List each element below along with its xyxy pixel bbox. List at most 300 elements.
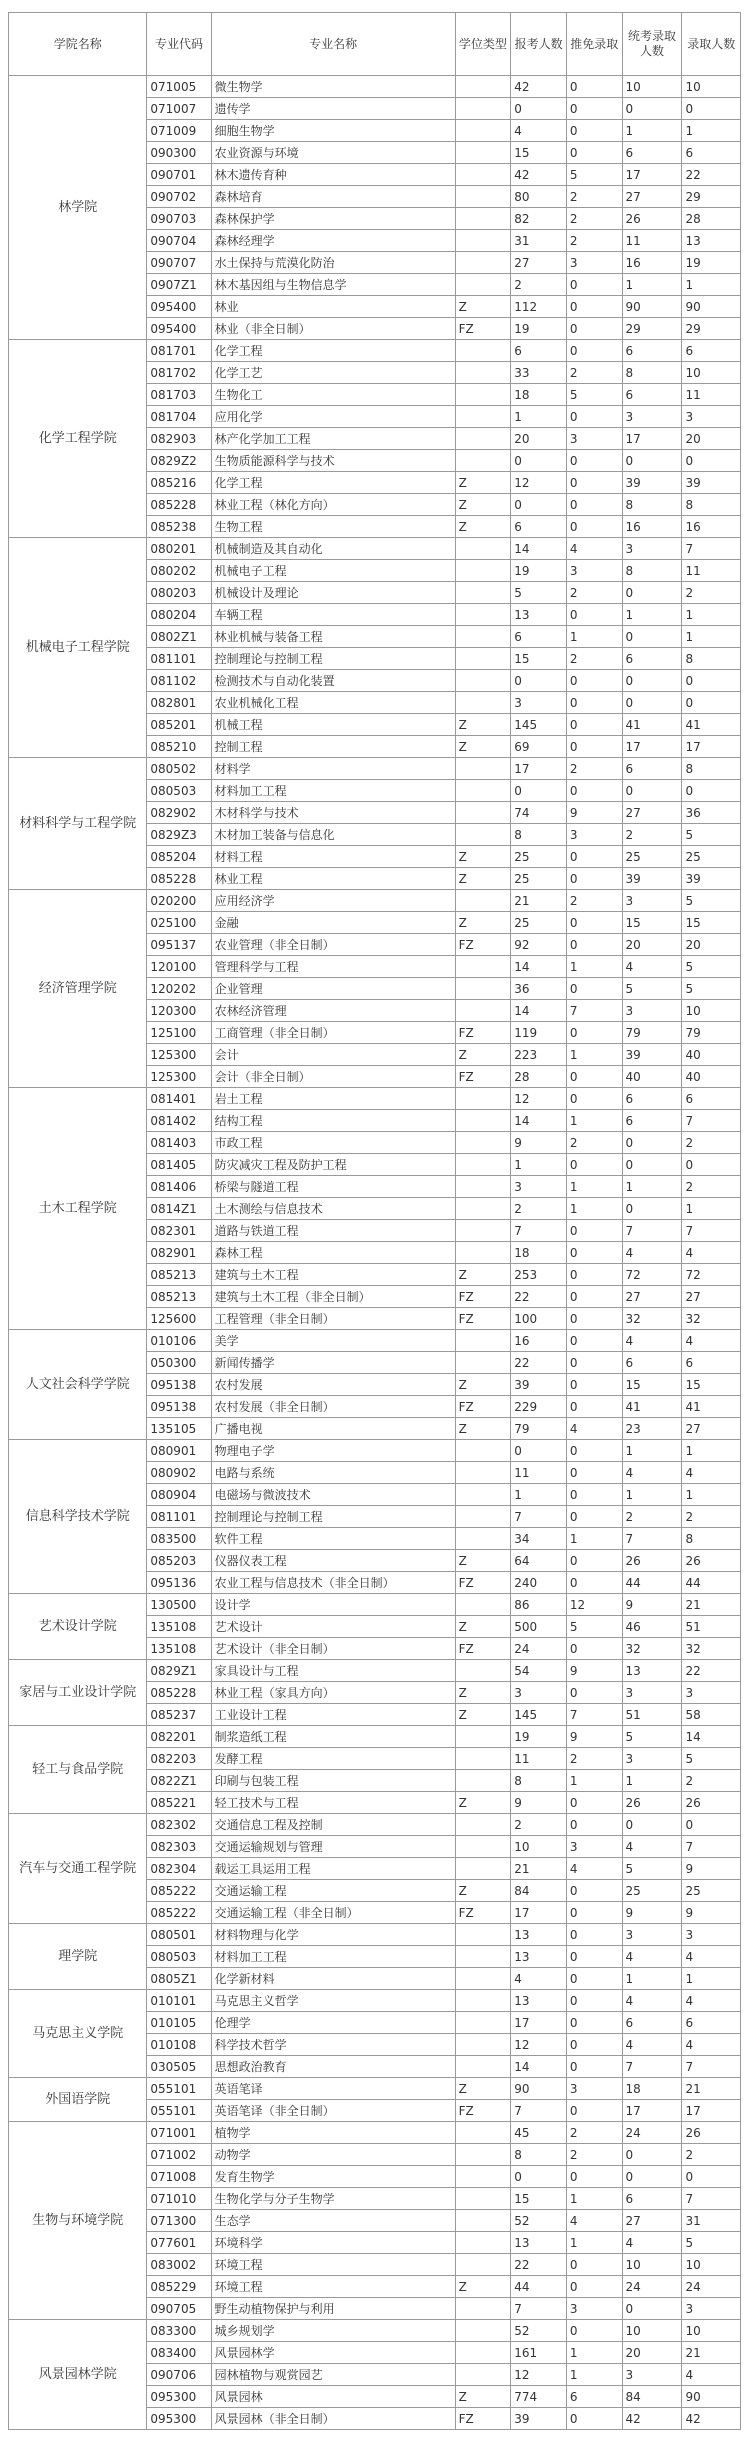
applicants: 0 [511, 2166, 567, 2188]
exam-admitted: 11 [622, 230, 682, 252]
college-name: 轻工与食品学院 [9, 1726, 147, 1814]
applicants: 74 [511, 802, 567, 824]
major-name: 动物学 [211, 2144, 455, 2166]
applicants: 90 [511, 2078, 567, 2100]
exam-admitted: 10 [622, 2320, 682, 2342]
admitted: 7 [682, 1220, 741, 1242]
exam-admitted: 0 [622, 1154, 682, 1176]
applicants: 6 [511, 516, 567, 538]
major-code: 085237 [147, 1704, 211, 1726]
admitted: 3 [682, 1682, 741, 1704]
recommended: 2 [566, 758, 622, 780]
major-code: 071009 [147, 120, 211, 142]
exam-admitted: 9 [622, 1594, 682, 1616]
recommended: 7 [566, 1704, 622, 1726]
degree-type: Z [455, 516, 511, 538]
applicants: 0 [511, 780, 567, 802]
recommended: 0 [566, 1022, 622, 1044]
major-code: 130500 [147, 1594, 211, 1616]
degree-type [455, 208, 511, 230]
exam-admitted: 5 [622, 1726, 682, 1748]
major-name: 林木基因组与生物信息学 [211, 274, 455, 296]
exam-admitted: 72 [622, 1264, 682, 1286]
recommended: 5 [566, 384, 622, 406]
exam-admitted: 6 [622, 384, 682, 406]
admitted: 25 [682, 846, 741, 868]
exam-admitted: 1 [622, 1440, 682, 1462]
applicants: 14 [511, 956, 567, 978]
applicants: 45 [511, 2122, 567, 2144]
major-code: 085204 [147, 846, 211, 868]
recommended: 0 [566, 1880, 622, 1902]
applicants: 17 [511, 758, 567, 780]
major-name: 机械设计及理论 [211, 582, 455, 604]
major-name: 家具设计与工程 [211, 1660, 455, 1682]
major-name: 艺术设计 [211, 1616, 455, 1638]
applicants: 14 [511, 1110, 567, 1132]
applicants: 0 [511, 450, 567, 472]
applicants: 3 [511, 1682, 567, 1704]
admitted: 4 [682, 1242, 741, 1264]
major-code: 082303 [147, 1836, 211, 1858]
recommended: 0 [566, 780, 622, 802]
degree-type [455, 2012, 511, 2034]
recommended: 0 [566, 2100, 622, 2122]
major-name: 印刷与包装工程 [211, 1770, 455, 1792]
table-row [9, 758, 741, 780]
exam-admitted: 3 [622, 2364, 682, 2386]
exam-admitted: 41 [622, 714, 682, 736]
admitted: 0 [682, 780, 741, 802]
exam-admitted: 4 [622, 1836, 682, 1858]
recommended: 1 [566, 626, 622, 648]
major-code: 071010 [147, 2188, 211, 2210]
major-code: 080204 [147, 604, 211, 626]
applicants: 18 [511, 1242, 567, 1264]
applicants: 774 [511, 2386, 567, 2408]
admitted: 7 [682, 538, 741, 560]
major-code: 025100 [147, 912, 211, 934]
major-name: 应用经济学 [211, 890, 455, 912]
admitted: 7 [682, 2188, 741, 2210]
applicants: 1 [511, 1154, 567, 1176]
major-code: 0822Z1 [147, 1770, 211, 1792]
major-name: 电磁场与微波技术 [211, 1484, 455, 1506]
major-code: 085210 [147, 736, 211, 758]
recommended: 1 [566, 1198, 622, 1220]
major-name: 制浆造纸工程 [211, 1726, 455, 1748]
table-row [9, 1660, 741, 1682]
recommended: 0 [566, 516, 622, 538]
degree-type: Z [455, 494, 511, 516]
recommended: 3 [566, 560, 622, 582]
degree-type [455, 1858, 511, 1880]
degree-type [455, 1924, 511, 1946]
admitted: 21 [682, 2078, 741, 2100]
exam-admitted: 6 [622, 1352, 682, 1374]
recommended: 0 [566, 2012, 622, 2034]
exam-admitted: 26 [622, 1792, 682, 1814]
recommended: 1 [566, 2342, 622, 2364]
major-name: 野生动植物保护与利用 [211, 2298, 455, 2320]
admitted: 90 [682, 2386, 741, 2408]
recommended: 2 [566, 208, 622, 230]
degree-type [455, 164, 511, 186]
recommended: 4 [566, 1858, 622, 1880]
major-name: 木材加工装备与信息化 [211, 824, 455, 846]
recommended: 0 [566, 98, 622, 120]
admitted: 40 [682, 1066, 741, 1088]
degree-type [455, 1154, 511, 1176]
degree-type [455, 274, 511, 296]
major-code: 0814Z1 [147, 1198, 211, 1220]
recommended: 1 [566, 1176, 622, 1198]
applicants: 19 [511, 560, 567, 582]
applicants: 13 [511, 1946, 567, 1968]
recommended: 1 [566, 1110, 622, 1132]
applicants: 7 [511, 2100, 567, 2122]
degree-type [455, 1440, 511, 1462]
recommended: 0 [566, 670, 622, 692]
major-name: 林业 [211, 296, 455, 318]
exam-admitted: 6 [622, 2012, 682, 2034]
applicants: 84 [511, 1880, 567, 1902]
major-name: 车辆工程 [211, 604, 455, 626]
college-name: 风景园林学院 [9, 2320, 147, 2430]
major-name: 交通信息工程及控制 [211, 1814, 455, 1836]
degree-type [455, 1220, 511, 1242]
admitted: 26 [682, 2122, 741, 2144]
admitted: 6 [682, 1088, 741, 1110]
exam-admitted: 17 [622, 2100, 682, 2122]
exam-admitted: 1 [622, 1968, 682, 1990]
exam-admitted: 16 [622, 252, 682, 274]
exam-admitted: 27 [622, 802, 682, 824]
admitted: 26 [682, 1550, 741, 1572]
degree-type [455, 648, 511, 670]
recommended: 0 [566, 1088, 622, 1110]
major-name: 马克思主义哲学 [211, 1990, 455, 2012]
admitted: 3 [682, 406, 741, 428]
recommended: 0 [566, 1638, 622, 1660]
major-code: 081402 [147, 1110, 211, 1132]
major-name: 植物学 [211, 2122, 455, 2144]
table-row [9, 2122, 741, 2144]
major-name: 建筑与土木工程（非全日制） [211, 1286, 455, 1308]
degree-type [455, 538, 511, 560]
major-code: 095400 [147, 318, 211, 340]
admitted: 4 [682, 2034, 741, 2056]
major-code: 010108 [147, 2034, 211, 2056]
exam-admitted: 6 [622, 1088, 682, 1110]
degree-type: FZ [455, 1308, 511, 1330]
degree-type: Z [455, 846, 511, 868]
major-name: 检测技术与自动化装置 [211, 670, 455, 692]
exam-admitted: 15 [622, 1374, 682, 1396]
major-name: 控制理论与控制工程 [211, 648, 455, 670]
applicants: 13 [511, 604, 567, 626]
degree-type [455, 1770, 511, 1792]
major-code: 080904 [147, 1484, 211, 1506]
degree-type [455, 1748, 511, 1770]
applicants: 0 [511, 494, 567, 516]
degree-type [455, 2034, 511, 2056]
applicants: 28 [511, 1066, 567, 1088]
exam-admitted: 0 [622, 1814, 682, 1836]
recommended: 9 [566, 1660, 622, 1682]
degree-type [455, 76, 511, 98]
applicants: 15 [511, 2188, 567, 2210]
table-row [9, 538, 741, 560]
recommended: 0 [566, 692, 622, 714]
applicants: 161 [511, 2342, 567, 2364]
admitted: 9 [682, 1902, 741, 1924]
college-name: 机械电子工程学院 [9, 538, 147, 758]
major-name: 道路与铁道工程 [211, 1220, 455, 1242]
admitted: 22 [682, 164, 741, 186]
degree-type [455, 98, 511, 120]
major-name: 生态学 [211, 2210, 455, 2232]
major-code: 080202 [147, 560, 211, 582]
degree-type [455, 428, 511, 450]
recommended: 0 [566, 1066, 622, 1088]
degree-type: FZ [455, 1638, 511, 1660]
major-code: 095137 [147, 934, 211, 956]
admitted: 7 [682, 1836, 741, 1858]
major-code: 077601 [147, 2232, 211, 2254]
exam-admitted: 16 [622, 516, 682, 538]
major-code: 125300 [147, 1044, 211, 1066]
major-name: 工程管理（非全日制） [211, 1308, 455, 1330]
table-row [9, 1726, 741, 1748]
major-name: 林业工程 [211, 868, 455, 890]
recommended: 2 [566, 1132, 622, 1154]
exam-admitted: 79 [622, 1022, 682, 1044]
recommended: 3 [566, 2078, 622, 2100]
recommended: 0 [566, 1308, 622, 1330]
major-name: 材料工程 [211, 846, 455, 868]
major-name: 生物工程 [211, 516, 455, 538]
admitted: 10 [682, 76, 741, 98]
header-row [9, 13, 741, 76]
degree-type [455, 1088, 511, 1110]
major-code: 135108 [147, 1616, 211, 1638]
recommended: 2 [566, 362, 622, 384]
major-code: 020200 [147, 890, 211, 912]
degree-type [455, 1968, 511, 1990]
major-name: 会计 [211, 1044, 455, 1066]
admitted: 58 [682, 1704, 741, 1726]
major-code: 055101 [147, 2078, 211, 2100]
admitted: 1 [682, 1484, 741, 1506]
major-name: 化学工程 [211, 340, 455, 362]
degree-type [455, 1242, 511, 1264]
degree-type: Z [455, 912, 511, 934]
degree-type [455, 2342, 511, 2364]
recommended: 0 [566, 76, 622, 98]
admitted: 4 [682, 2364, 741, 2386]
major-name: 机械电子工程 [211, 560, 455, 582]
recommended: 0 [566, 296, 622, 318]
recommended: 0 [566, 2320, 622, 2342]
college-name: 经济管理学院 [9, 890, 147, 1088]
major-code: 083002 [147, 2254, 211, 2276]
recommended: 7 [566, 1000, 622, 1022]
major-code: 081101 [147, 648, 211, 670]
applicants: 86 [511, 1594, 567, 1616]
header-degree-type: 学位类型 [455, 13, 511, 76]
recommended: 2 [566, 890, 622, 912]
recommended: 4 [566, 538, 622, 560]
applicants: 22 [511, 1352, 567, 1374]
recommended: 1 [566, 1044, 622, 1066]
recommended: 0 [566, 450, 622, 472]
admitted: 17 [682, 736, 741, 758]
table-row [9, 1924, 741, 1946]
table-row [9, 2320, 741, 2342]
admitted: 21 [682, 2342, 741, 2364]
applicants: 2 [511, 1814, 567, 1836]
major-code: 095300 [147, 2408, 211, 2430]
applicants: 34 [511, 1528, 567, 1550]
major-code: 082301 [147, 1220, 211, 1242]
degree-type: Z [455, 1044, 511, 1066]
degree-type [455, 406, 511, 428]
applicants: 79 [511, 1418, 567, 1440]
recommended: 2 [566, 1748, 622, 1770]
applicants: 25 [511, 868, 567, 890]
exam-admitted: 3 [622, 890, 682, 912]
applicants: 112 [511, 296, 567, 318]
table-row [9, 890, 741, 912]
major-code: 082302 [147, 1814, 211, 1836]
major-name: 森林培育 [211, 186, 455, 208]
admitted: 21 [682, 1594, 741, 1616]
major-code: 125100 [147, 1022, 211, 1044]
major-name: 遗传学 [211, 98, 455, 120]
major-name: 农业资源与环境 [211, 142, 455, 164]
degree-type [455, 780, 511, 802]
exam-admitted: 27 [622, 186, 682, 208]
exam-admitted: 1 [622, 1770, 682, 1792]
college-name: 马克思主义学院 [9, 1990, 147, 2078]
applicants: 3 [511, 692, 567, 714]
major-name: 设计学 [211, 1594, 455, 1616]
recommended: 3 [566, 2298, 622, 2320]
admitted: 0 [682, 1154, 741, 1176]
major-name: 控制工程 [211, 736, 455, 758]
admitted: 27 [682, 1418, 741, 1440]
major-name: 生物化学与分子生物学 [211, 2188, 455, 2210]
exam-admitted: 8 [622, 560, 682, 582]
degree-type [455, 1176, 511, 1198]
recommended: 0 [566, 142, 622, 164]
applicants: 1 [511, 1484, 567, 1506]
exam-admitted: 42 [622, 2408, 682, 2430]
degree-type [455, 2254, 511, 2276]
degree-type [455, 824, 511, 846]
major-name: 环境科学 [211, 2232, 455, 2254]
degree-type: Z [455, 1792, 511, 1814]
admitted: 15 [682, 912, 741, 934]
exam-admitted: 39 [622, 868, 682, 890]
major-name: 农业机械化工程 [211, 692, 455, 714]
admitted: 6 [682, 2012, 741, 2034]
major-code: 0829Z3 [147, 824, 211, 846]
exam-admitted: 5 [622, 978, 682, 1000]
admitted: 5 [682, 1748, 741, 1770]
exam-admitted: 1 [622, 1484, 682, 1506]
admitted: 1 [682, 1198, 741, 1220]
recommended: 0 [566, 1330, 622, 1352]
admitted: 20 [682, 428, 741, 450]
major-code: 071005 [147, 76, 211, 98]
exam-admitted: 40 [622, 1066, 682, 1088]
major-name: 艺术设计（非全日制） [211, 1638, 455, 1660]
major-code: 083500 [147, 1528, 211, 1550]
major-name: 生物质能源科学与技术 [211, 450, 455, 472]
degree-type [455, 1198, 511, 1220]
applicants: 7 [511, 2298, 567, 2320]
recommended: 0 [566, 1440, 622, 1462]
major-code: 095400 [147, 296, 211, 318]
major-name: 机械制造及其自动化 [211, 538, 455, 560]
degree-type [455, 1132, 511, 1154]
major-code: 071008 [147, 2166, 211, 2188]
applicants: 69 [511, 736, 567, 758]
recommended: 1 [566, 2232, 622, 2254]
major-code: 080503 [147, 1946, 211, 1968]
admission-table [8, 12, 741, 2430]
admitted: 32 [682, 1308, 741, 1330]
applicants: 11 [511, 1748, 567, 1770]
exam-admitted: 4 [622, 2232, 682, 2254]
admitted: 10 [682, 1000, 741, 1022]
major-code: 0907Z1 [147, 274, 211, 296]
major-name: 软件工程 [211, 1528, 455, 1550]
applicants: 39 [511, 2408, 567, 2430]
applicants: 9 [511, 1132, 567, 1154]
recommended: 3 [566, 252, 622, 274]
admitted: 11 [682, 384, 741, 406]
applicants: 229 [511, 1396, 567, 1418]
applicants: 4 [511, 120, 567, 142]
major-code: 090704 [147, 230, 211, 252]
applicants: 36 [511, 978, 567, 1000]
applicants: 0 [511, 98, 567, 120]
major-code: 085201 [147, 714, 211, 736]
applicants: 8 [511, 824, 567, 846]
degree-type [455, 1946, 511, 1968]
applicants: 31 [511, 230, 567, 252]
recommended: 0 [566, 1506, 622, 1528]
applicants: 42 [511, 164, 567, 186]
exam-admitted: 20 [622, 2342, 682, 2364]
exam-admitted: 3 [622, 1682, 682, 1704]
recommended: 5 [566, 1616, 622, 1638]
admitted: 11 [682, 560, 741, 582]
major-name: 工业设计工程 [211, 1704, 455, 1726]
admitted: 6 [682, 142, 741, 164]
degree-type [455, 1726, 511, 1748]
admitted: 32 [682, 1638, 741, 1660]
admitted: 4 [682, 1462, 741, 1484]
applicants: 82 [511, 208, 567, 230]
applicants: 8 [511, 2144, 567, 2166]
applicants: 19 [511, 318, 567, 340]
major-name: 环境工程 [211, 2276, 455, 2298]
exam-admitted: 39 [622, 472, 682, 494]
